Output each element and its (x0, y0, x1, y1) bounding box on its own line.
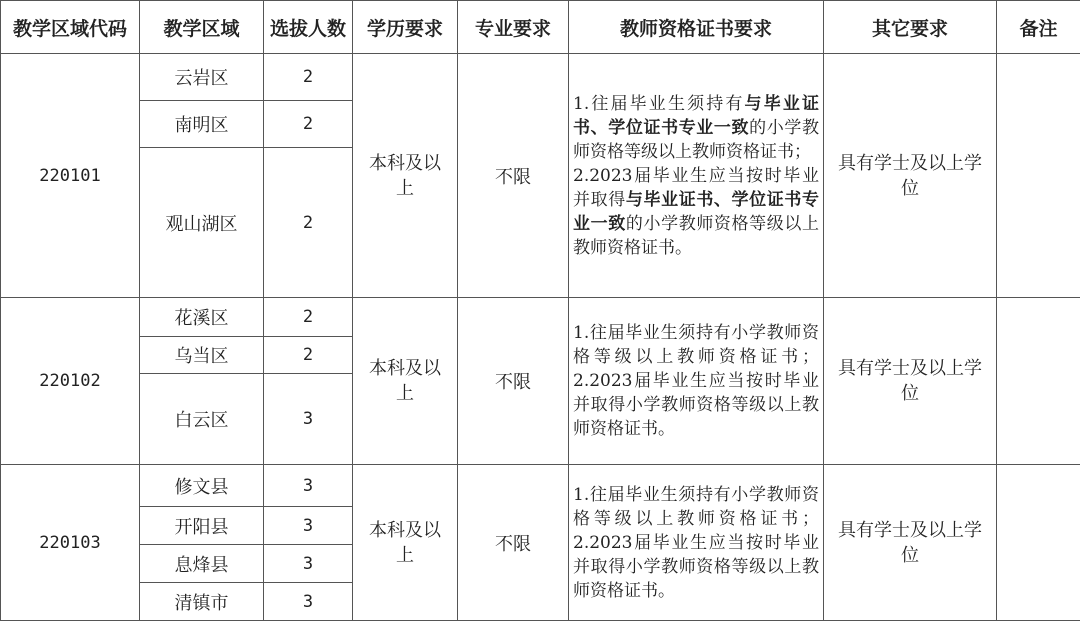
area-name-cell: 白云区 (140, 374, 264, 465)
area-code-cell: 220101 (1, 54, 140, 298)
area-name-cell: 花溪区 (140, 298, 264, 337)
education-text: 本科及以上 (369, 152, 441, 199)
header-area-code: 教学区域代码 (1, 1, 140, 54)
count-cell: 3 (264, 545, 353, 583)
area-name-cell: 乌当区 (140, 337, 264, 374)
count-cell: 2 (264, 298, 353, 337)
major-cell: 不限 (458, 54, 569, 298)
header-education: 学历要求 (353, 1, 458, 54)
cert-text: 2.2023届毕业生应当按时毕业并取得小学教师资格等级以上教师资格证书。 (573, 532, 819, 601)
cert-text: 1.往届毕业生须持有小学教师资格等级以上教师资格证书； (573, 323, 819, 367)
table-row (1, 298, 1080, 337)
education-cell (353, 54, 458, 298)
cert-text-bold: 与毕业证书、学位证书专业一致 (573, 189, 820, 234)
header-area: 教学区域 (140, 1, 264, 54)
note-cell (997, 54, 1080, 298)
area-name-cell: 南明区 (140, 101, 264, 148)
education-text: 本科及以上 (369, 358, 441, 404)
count-cell: 2 (264, 148, 353, 298)
education-cell (353, 465, 458, 621)
header-count: 选拔人数 (264, 1, 353, 54)
area-name-cell: 清镇市 (140, 583, 264, 621)
cert-text: 1.往届毕业生须持有小学教师资格等级以上教师资格证书； (573, 484, 819, 529)
other-cell (824, 298, 997, 465)
education-text: 本科及以上 (369, 519, 441, 566)
other-text: 具有学士及以上学位 (838, 519, 982, 566)
count-cell: 3 (264, 583, 353, 621)
count-cell: 2 (264, 337, 353, 374)
other-cell (824, 54, 997, 298)
cert-text: 1.往届毕业生须持有 (573, 93, 745, 114)
cert-text: 的小学教师资格等级以上教师资格证书； (573, 117, 820, 162)
other-text: 具有学士及以上学位 (838, 152, 982, 199)
table-row (1, 54, 1080, 101)
count-cell: 3 (264, 507, 353, 545)
count-cell: 2 (264, 54, 353, 101)
note-cell (997, 298, 1080, 465)
area-name-cell: 息烽县 (140, 545, 264, 583)
area-name-cell: 云岩区 (140, 54, 264, 101)
header-row (1, 1, 1080, 54)
certificate-cell (569, 465, 824, 621)
area-code-cell: 220103 (1, 465, 140, 621)
note-cell (997, 465, 1080, 621)
header-other: 其它要求 (824, 1, 997, 54)
major-cell: 不限 (458, 298, 569, 465)
table-row (1, 465, 1080, 507)
certificate-cell (569, 298, 824, 465)
header-certificate: 教师资格证书要求 (569, 1, 824, 54)
other-text: 具有学士及以上学位 (838, 358, 982, 404)
header-major: 专业要求 (458, 1, 569, 54)
cert-text: 2.2023届毕业生应当按时毕业并取得小学教师资格等级以上教师资格证书。 (573, 371, 819, 439)
area-name-cell: 开阳县 (140, 507, 264, 545)
area-name-cell: 观山湖区 (140, 148, 264, 298)
count-cell: 3 (264, 374, 353, 465)
other-cell (824, 465, 997, 621)
education-cell (353, 298, 458, 465)
cert-text: 2.2023届毕业生应当按时毕业并取得 (573, 165, 819, 210)
count-cell: 3 (264, 465, 353, 507)
major-cell: 不限 (458, 465, 569, 621)
cert-text-bold: 与毕业证书、学位证书专业一致 (573, 93, 819, 138)
certificate-cell (569, 54, 824, 298)
cert-text: 的小学教师资格等级以上教师资格证书。 (573, 213, 820, 258)
count-cell: 2 (264, 101, 353, 148)
area-name-cell: 修文县 (140, 465, 264, 507)
header-note: 备注 (997, 1, 1080, 54)
area-code-cell: 220102 (1, 298, 140, 465)
